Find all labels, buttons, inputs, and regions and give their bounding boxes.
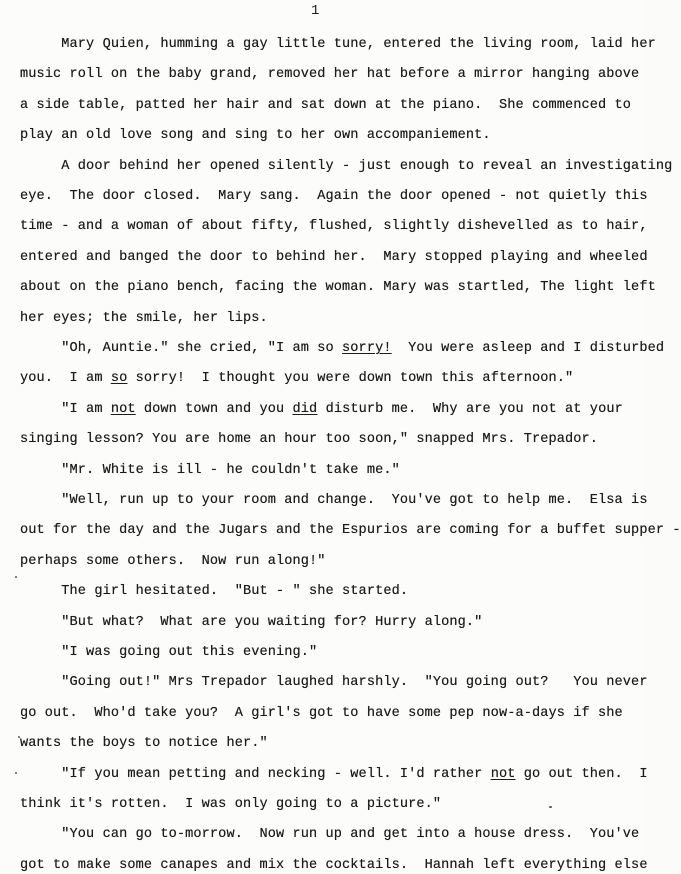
line-text: her eyes; the smile, her lips. [20, 310, 268, 326]
line-text: got to make some canapes and mix the cocktails. Hannah left everything else [20, 857, 648, 873]
line-text: play an old love song and sing to her own accompaniement. [20, 128, 491, 144]
text-line [20, 826, 639, 843]
line-text: out for the day and the Jugars and the Espurios are coming for a buffet supper - [20, 523, 681, 539]
line-text: "Oh, Auntie." she cried, "I am so [20, 341, 343, 356]
line-text: about on the piano bench, facing the woman. Mary was startled, The light left [20, 280, 656, 296]
ink-speck [15, 576, 17, 578]
line-text: disturb me. Why are you not at your [317, 401, 623, 417]
line-text: "Well, run up to your room and change. You've got to help me. Elsa is [20, 493, 648, 508]
ink-speck [18, 736, 20, 738]
line-text: eye. The door closed. Mary sang. Again the door opened - not quietly this [20, 189, 648, 204]
text-line [20, 462, 400, 479]
underlined-word: not [110, 401, 136, 417]
line-text: you. I am [20, 371, 111, 387]
text-line [20, 310, 268, 327]
text-line [20, 401, 623, 418]
text-line [20, 796, 441, 813]
line-text: music roll on the baby grand, removed her hat before a mirror hanging above [20, 67, 640, 83]
text-line [20, 97, 631, 114]
line-text: Mary Quien, humming a gay little tune, entered the living room, laid her [20, 37, 656, 52]
text-line [20, 36, 656, 53]
text-line [20, 249, 648, 266]
line-text: entered and banged the door to behind her. Mary stopped playing and wheeled [20, 249, 648, 265]
line-text: singing lesson? You are home an hour too soon," snapped Mrs. Trepador. [20, 432, 599, 448]
line-text: perhaps some others. Now run along!" [20, 553, 326, 569]
underlined-word: not [490, 766, 516, 782]
line-text: A door behind her opened silently - just enough to reveal an investigating [20, 158, 673, 174]
line-text: "You can go to-morrow. Now run up and get into a house dress. You've [20, 827, 640, 843]
line-text: go out then. I [515, 766, 648, 782]
line-text: The girl hesitated. "But - " she started. [20, 584, 409, 600]
line-text: sorry! I thought you were down town this afternoon." [127, 371, 574, 387]
text-line [20, 158, 672, 175]
text-line [20, 766, 648, 783]
ink-speck [549, 806, 552, 808]
text-line [20, 644, 317, 661]
text-line [20, 127, 491, 144]
line-text: "If you mean petting and necking - well. I'd rather [20, 766, 491, 782]
text-line [20, 553, 326, 570]
line-text: wants the boys to notice her." [20, 736, 268, 752]
text-line [20, 492, 648, 509]
underlined-word: sorry! [342, 341, 392, 356]
line-text: "Going out!" Mrs Trepador laughed harshly. "You going out? You never [20, 675, 648, 691]
text-line [20, 583, 408, 600]
text-line [20, 614, 482, 631]
line-text: a side table, patted her hair and sat down at the piano. She commenced to [20, 97, 632, 113]
page-number: 1 [311, 3, 320, 19]
text-line [20, 218, 648, 235]
text-line [20, 431, 598, 448]
line-text: go out. Who'd take you? A girl's got to have some pep now-a-days if she [20, 705, 623, 721]
underlined-word: so [110, 371, 128, 387]
text-line [20, 705, 623, 722]
line-text: You were asleep and I disturbed [391, 341, 665, 356]
line-text: "I was going out this evening." [20, 645, 318, 660]
ink-speck [15, 772, 17, 774]
line-text: time - and a woman of about fifty, flushed, slightly dishevelled as to hair, [20, 219, 648, 235]
text-line [20, 857, 648, 874]
text-line [20, 522, 681, 539]
line-text: "But what? What are you waiting for? Hurry along." [20, 614, 483, 630]
text-line [20, 340, 664, 357]
line-text: think it's rotten. I was only going to a picture." [20, 797, 442, 812]
text-line [20, 735, 268, 752]
text-line [20, 279, 656, 296]
text-line [20, 188, 648, 205]
line-text: "I am [20, 401, 111, 417]
line-text: down town and you [135, 401, 293, 417]
text-line [20, 66, 639, 83]
text-line [20, 674, 648, 691]
underlined-word: did [292, 401, 318, 417]
text-line [20, 370, 573, 387]
line-text: "Mr. White is ill - he couldn't take me." [20, 462, 400, 478]
